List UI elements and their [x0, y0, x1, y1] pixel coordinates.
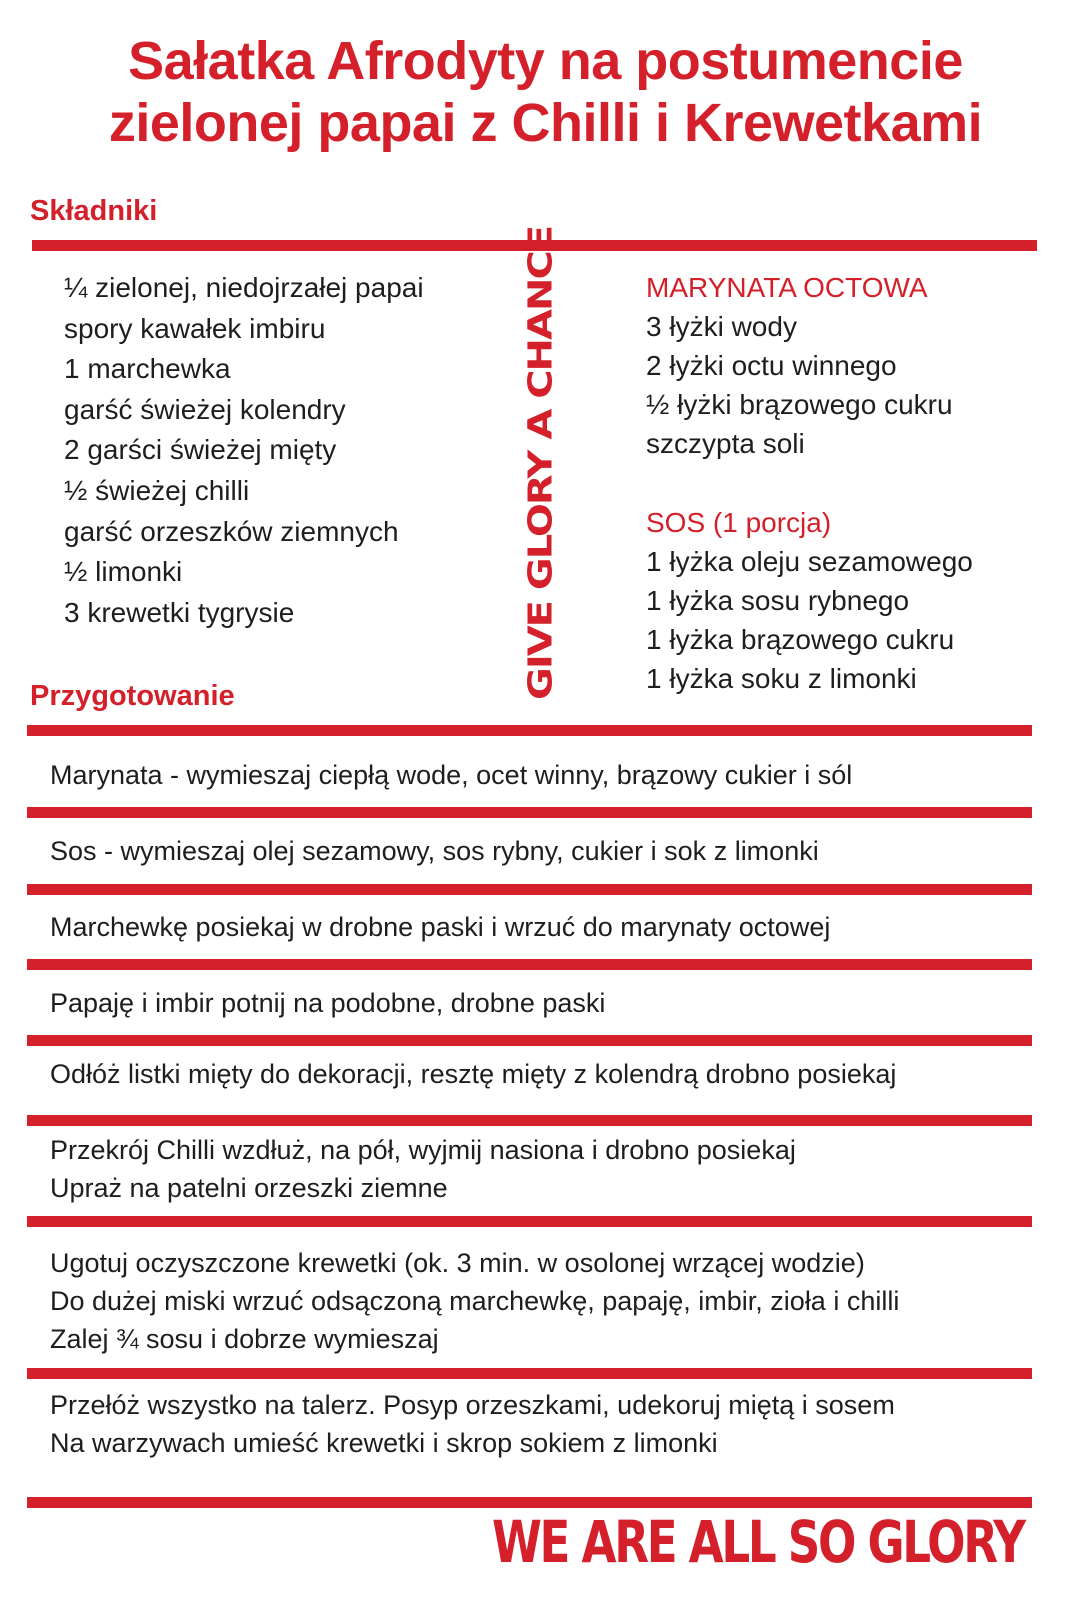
step-divider [27, 1115, 1032, 1126]
step-divider [27, 725, 1032, 736]
preparation-step-6 [50, 1131, 796, 1207]
step-line: Upraż na patelni orzeszki ziemne [50, 1173, 448, 1203]
ingredient-item: 1 marchewka [64, 353, 231, 385]
step-line: Sos - wymieszaj olej sezamowy, sos rybny, cukier i sok z limonki [50, 836, 819, 866]
step-line: Odłóż listki mięty do dekoracji, resztę mięty z kolendrą drobno posiekaj [50, 1059, 897, 1089]
sauce-item: 1 łyżka brązowego cukru [646, 624, 955, 655]
step-line: Na warzywach umieść krewetki i skrop sokiem z limonki [50, 1428, 718, 1458]
ingredient-item: ¼ zielonej, niedojrzałej papai [64, 272, 424, 303]
recipe-title-line-1: Sałatka Afrodyty na postumencie [128, 31, 963, 91]
step-line: Papaję i imbir potnij na podobne, drobne paski [50, 988, 606, 1018]
step-divider [27, 1368, 1032, 1379]
step-divider [27, 1035, 1032, 1046]
step-line: Zalej ¾ sosu i dobrze wymieszaj [50, 1324, 439, 1354]
recipe-title [0, 30, 1091, 154]
marinade-item: szczypta soli [646, 428, 805, 459]
step-line: Marynata - wymieszaj ciepłą wode, ocet winny, brązowy cukier i sól [50, 760, 853, 790]
preparation-step-5 [50, 1055, 896, 1093]
side-slogan: GIVE GLORY A CHANCE [522, 226, 560, 700]
ingredient-item: 3 krewetki tygrysie [64, 596, 295, 628]
preparation-step-7 [50, 1244, 899, 1358]
preparation-heading: Przygotowanie [30, 680, 235, 712]
preparation-step-2 [50, 832, 819, 870]
ingredient-item: garść świeżej kolendry [64, 393, 346, 425]
ingredient-item: ½ świeżej chilli [64, 474, 250, 506]
step-line: Przełóż wszystko na talerz. Posyp orzeszkami, udekoruj miętą i sosem [50, 1390, 895, 1420]
marinade-item: 3 łyżki wody [646, 311, 797, 342]
marinade-heading: MARYNATA OCTOWA [646, 272, 928, 303]
preparation-step-1 [50, 756, 852, 794]
marinade-item: 2 łyżki octu winnego [646, 350, 897, 381]
sauce-list [646, 503, 973, 698]
step-line: Marchewkę posiekaj w drobne paski i wrzuć do marynaty octowej [50, 912, 831, 942]
ingredient-item: ½ limonki [64, 556, 183, 588]
step-line: Do dużej miski wrzuć odsączoną marchewkę, papaję, imbir, zioła i chilli [50, 1286, 900, 1316]
step-line: Ugotuj oczyszczone krewetki (ok. 3 min. w osolonej wrzącej wodzie) [50, 1248, 865, 1278]
ingredient-item: garść orzeszków ziemnych [64, 515, 399, 547]
ingredient-item: 2 garści świeżej mięty [64, 434, 337, 466]
preparation-step-4 [50, 984, 605, 1022]
footer-slogan: WE ARE ALL SO GLORY [492, 1508, 1024, 1576]
ingredient-item: spory kawałek imbiru [64, 312, 326, 344]
ingredients-list [64, 268, 424, 633]
sauce-item: 1 łyżka oleju sezamowego [646, 546, 973, 577]
sauce-item: 1 łyżka soku z limonki [646, 663, 917, 694]
marinade-list [646, 268, 953, 463]
sauce-item: 1 łyżka sosu rybnego [646, 585, 910, 616]
preparation-step-8 [50, 1386, 895, 1462]
step-line: Przekrój Chilli wzdłuż, na pół, wyjmij nasiona i drobno posiekaj [50, 1135, 796, 1165]
step-divider [27, 807, 1032, 818]
step-divider [27, 1216, 1032, 1227]
sauce-heading: SOS (1 porcja) [646, 507, 832, 538]
step-divider [27, 959, 1032, 970]
footer-divider [27, 1497, 1032, 1508]
marinade-item: ½ łyżki brązowego cukru [646, 389, 953, 420]
preparation-step-3 [50, 908, 830, 946]
recipe-title-line-2: zielonej papai z Chilli i Krewetkami [108, 93, 983, 153]
ingredients-heading: Składniki [30, 195, 158, 227]
step-divider [27, 884, 1032, 895]
